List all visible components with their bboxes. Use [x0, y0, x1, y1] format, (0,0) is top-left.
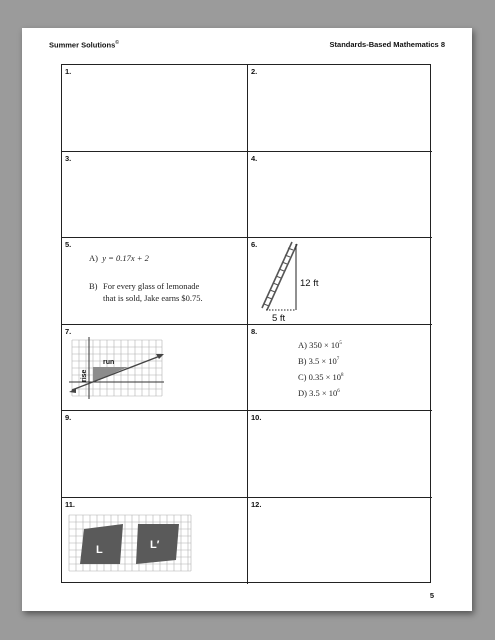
base-label: 5 ft: [272, 313, 286, 324]
answer-box-9: [62, 411, 248, 498]
option-c: C) $0.35 \times 10^8$: [298, 371, 344, 382]
answer-5a: A) y = 0.17x + 2: [89, 253, 149, 263]
option-a: A) $350 \times 10^5$: [298, 339, 342, 350]
box-number: 6.: [251, 240, 258, 249]
box-number: 10.: [251, 413, 262, 422]
box-number: 7.: [65, 326, 72, 336]
box-number: 2.: [251, 67, 258, 76]
answer-box-7: [62, 325, 248, 412]
option-b: B) $3.5 \times 10^7$: [298, 355, 340, 366]
box-number: 12.: [251, 499, 262, 509]
answer-grid: [61, 64, 431, 583]
box-number: 8.: [251, 326, 258, 336]
answer-box-12: [248, 498, 432, 585]
equation: y = 0.17x + 2: [102, 253, 149, 263]
height-label: 12 ft: [300, 278, 319, 289]
box-number: 4.: [251, 153, 258, 163]
box-number: 5.: [65, 240, 72, 249]
slope-graph: [68, 336, 168, 406]
answer-box-1: [62, 65, 248, 152]
box-number: 3.: [65, 153, 72, 163]
run-label: run: [103, 358, 115, 366]
answer-box-4: [248, 152, 432, 239]
header-title: Summer Solutions©: [49, 40, 119, 50]
transformation-grid: [68, 514, 193, 572]
box-number: 1.: [65, 67, 72, 76]
image-label: L′: [150, 538, 160, 551]
ladder-icon: [262, 242, 297, 310]
header-subject: Standards-Based Mathematics 8: [329, 40, 445, 49]
answer-box-11: [62, 498, 248, 585]
answer-box-3: [62, 152, 248, 239]
copyright-mark: ©: [115, 40, 119, 46]
worksheet-page: [22, 28, 472, 611]
answer-box-5: [62, 238, 248, 325]
rise-label: rise: [81, 369, 88, 382]
answer-box-8: [248, 325, 432, 412]
answer-box-2: [248, 65, 432, 152]
option-d: D) $3.5 \times 10^6$: [298, 387, 340, 398]
answer-box-6: [248, 238, 432, 325]
box-number: 9.: [65, 413, 72, 422]
page-number: 5: [429, 591, 434, 600]
answer-box-10: [248, 411, 432, 498]
answer-5b: B) For every glass of lemonade that is sold, Jake earns $0.75.: [89, 281, 203, 303]
original-label: L: [96, 543, 103, 556]
ladder-diagram: [252, 238, 342, 324]
box-number: 11.: [65, 499, 76, 509]
